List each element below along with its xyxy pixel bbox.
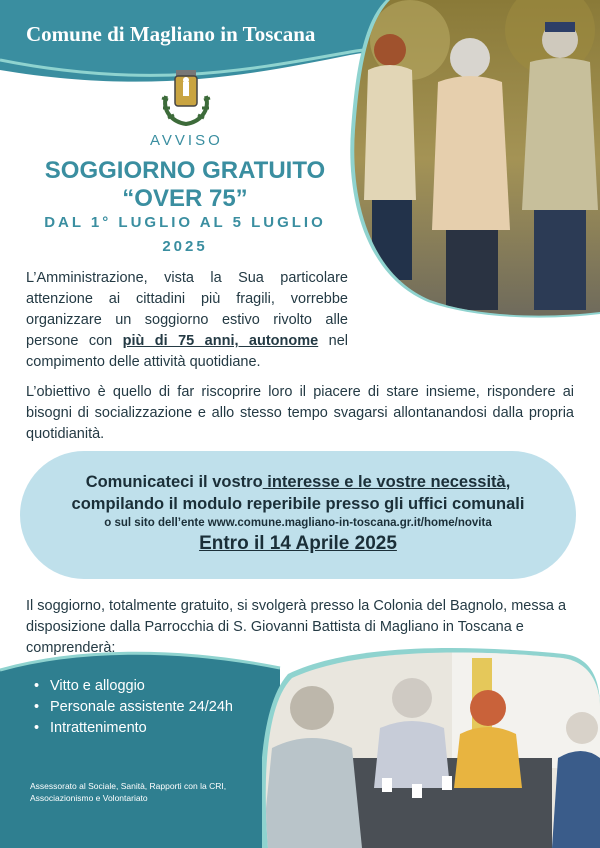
cta-website[interactable]: o sul sito dell’ente www.comune.magliano-in-toscana.gr.it/home/novita [104,517,492,529]
target-age-highlight: più di 75 anni, autonome [122,333,319,349]
service-item: • Personale assistente 24/24h [30,697,233,718]
headline-title: SOGGIORNO GRATUITO [44,157,326,184]
service-item: • Intrattenimento [30,718,233,739]
service-item: • Vitto e alloggio [30,676,233,697]
cta-line-1-end: , [505,473,511,491]
cta-line-2: compilando il modulo reperibile presso gli uffici comunali [71,495,525,513]
footer-department [30,780,270,804]
municipal-crest-icon [158,66,214,128]
cta-underlined-text: interesse e le vostre necessità [262,473,506,491]
intro-paragraph [26,268,348,373]
stay-details-paragraph: Il soggiorno, totalmente gratuito, si svolgerà presso la Colonia del Bagnolo, messa a disposizione dalla Parrocchia di S. Giovanni Battista di Magliano in Toscana e comprenderà: [26,598,567,656]
cta-line-1-text: Comunicateci il vostro [85,473,263,491]
footer-line-1: Assessorato al Sociale, Sanità, Rapporti con la CRI, [30,781,227,791]
date-year: 2025 [162,238,208,255]
intro-text-end: nel compimento delle attività quotidiane. [26,333,348,370]
intro-text: L’Amministrazione, vista la Sua particolare attenzione ai cittadini più fragili, vorrebbe organizzare un soggiorno estivo rivolto alle persone con [26,270,348,349]
photo-elderly-walking [350,0,600,318]
footer-line-2: Associazionismo e Volontariato [30,793,148,803]
photo-elderly-playing-cards [262,648,600,848]
municipality-title: Comune di Magliano in Toscana [26,22,316,46]
cta-line-1 [20,473,576,492]
objective-paragraph: L’obiettivo è quello di far riscoprire loro il piacere di stare insieme, rispondere ai bisogni di socializzazione e allo stesso tempo svagarsi allontanandosi dalla propria quotidianità. [26,384,574,442]
deadline: Entro il 14 Aprile 2025 [199,533,397,554]
call-to-action-box [20,451,576,579]
notice-label: AVVISO [150,132,223,149]
date-range: DAL 1° LUGLIO AL 5 LUGLIO [44,214,326,231]
services-list [30,676,233,739]
headline-subtitle: “OVER 75” [122,185,248,212]
